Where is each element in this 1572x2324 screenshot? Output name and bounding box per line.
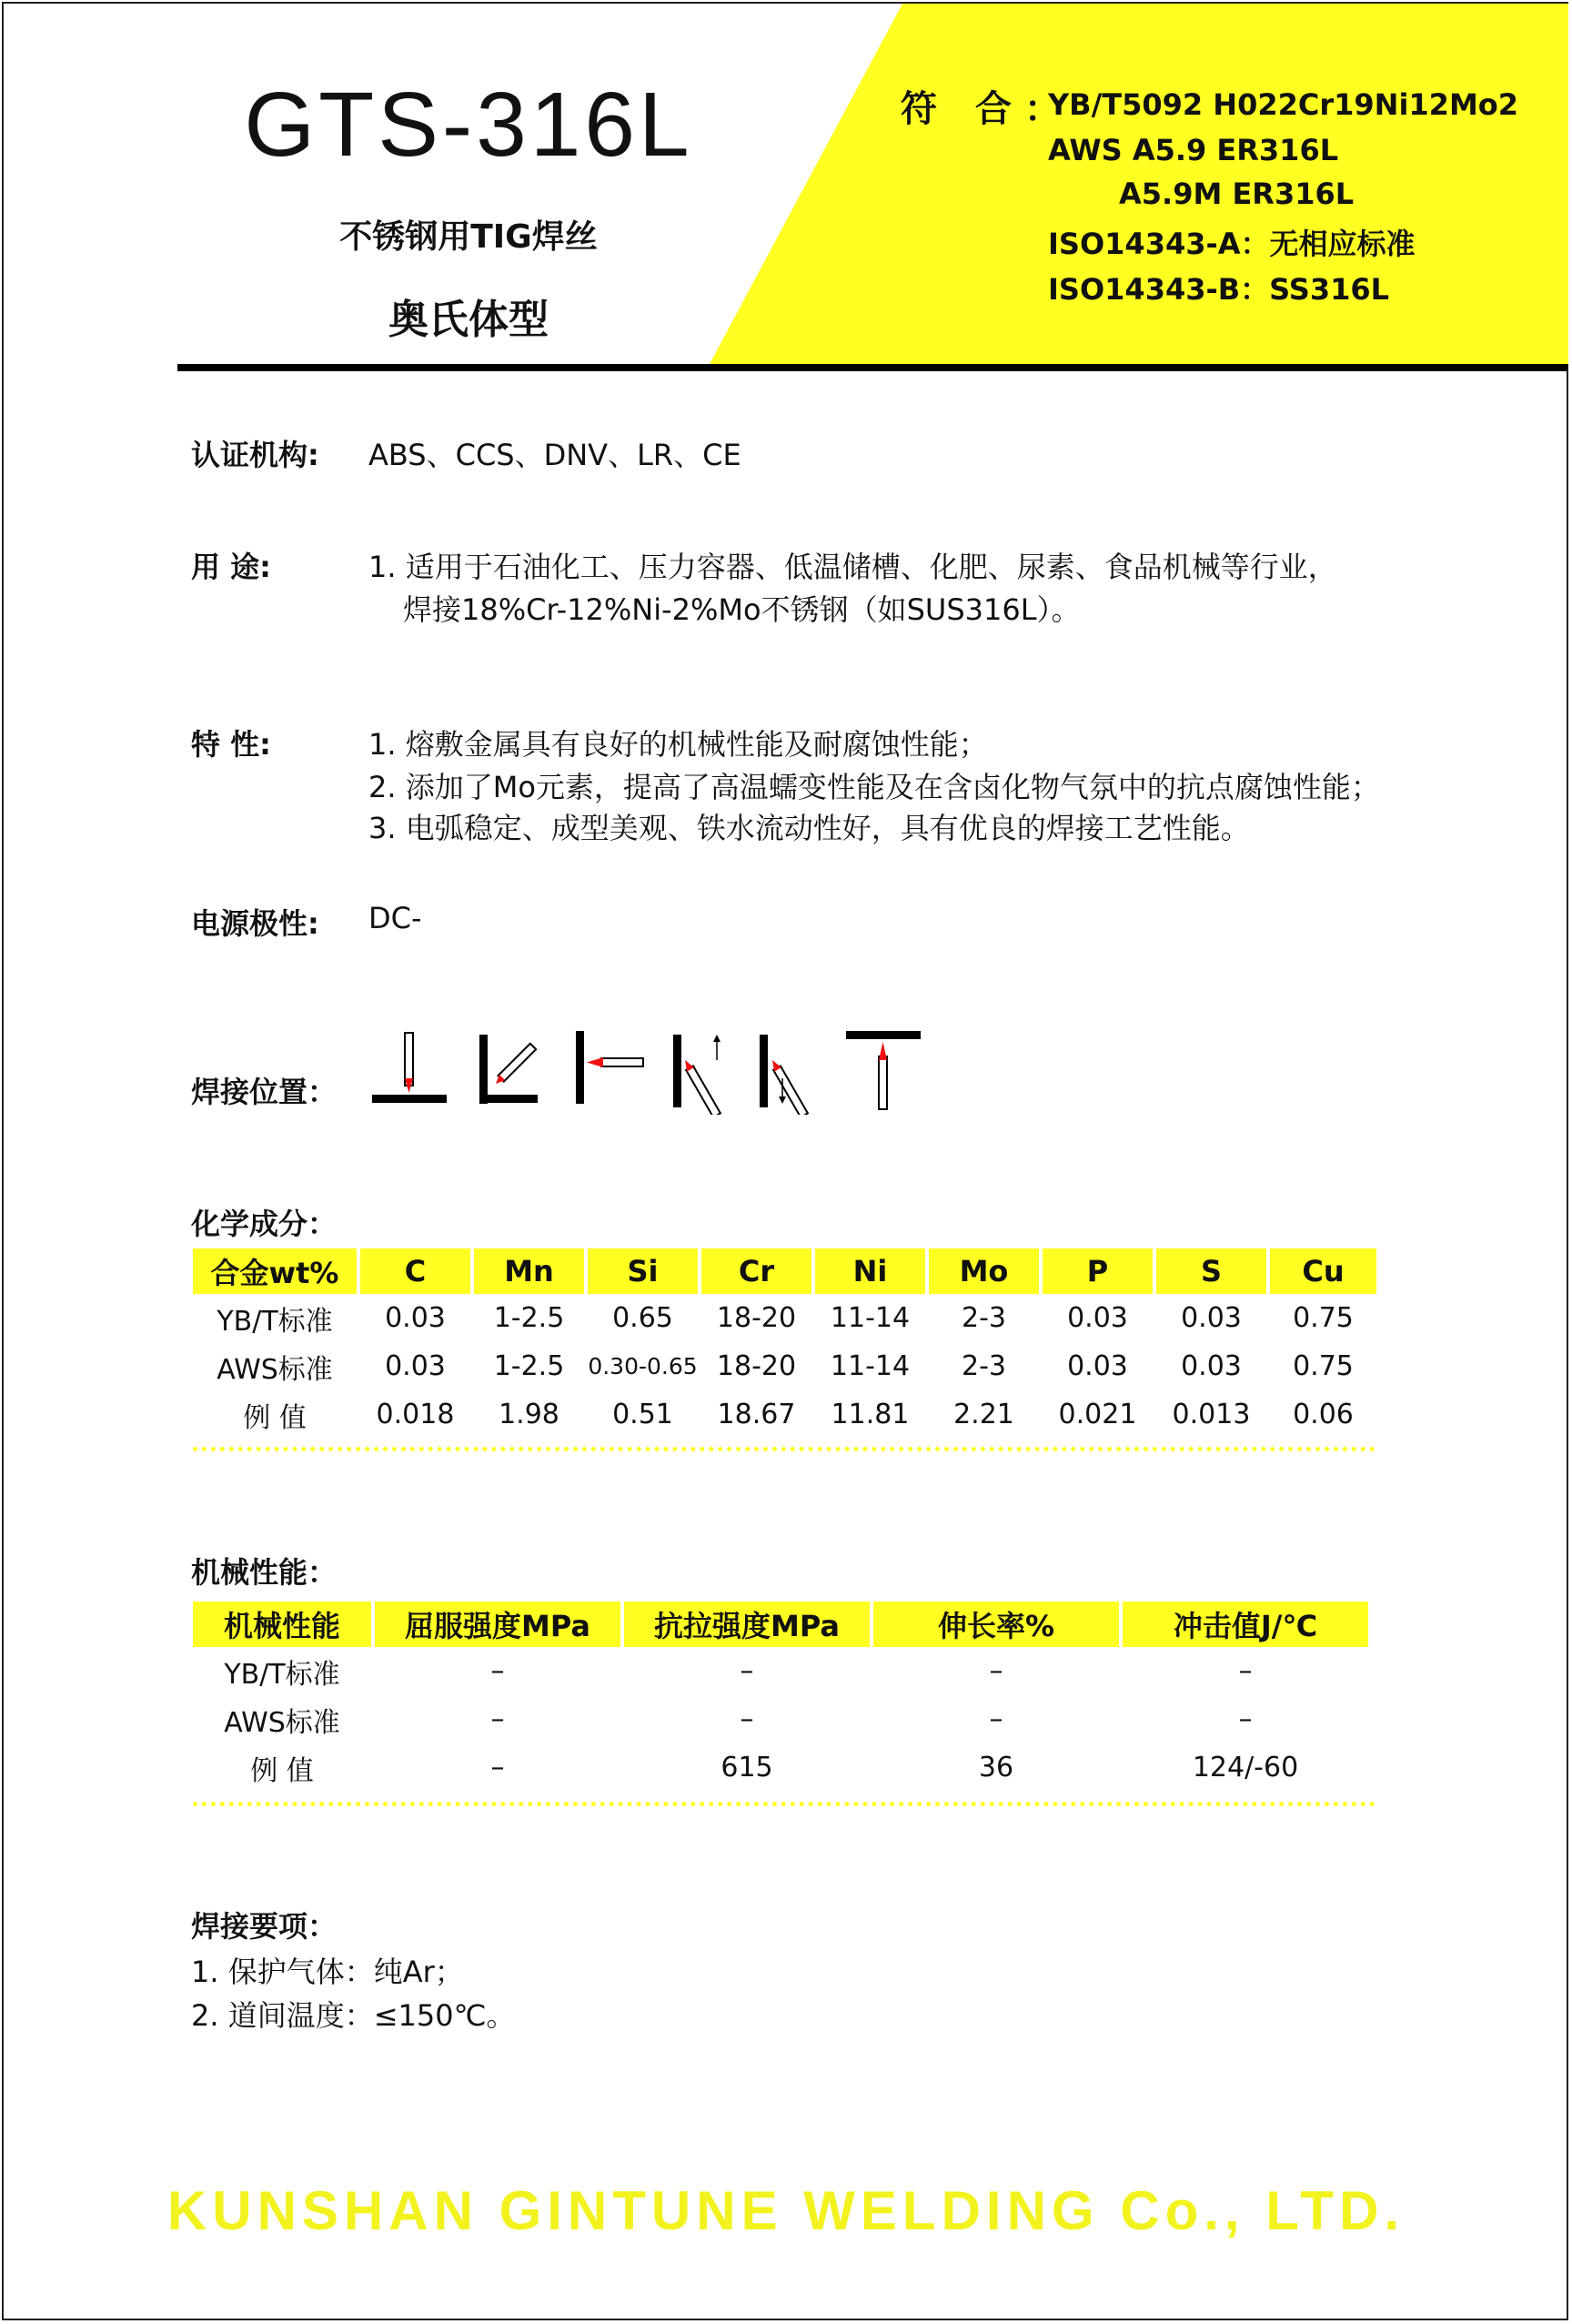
table-cell: 0.03 xyxy=(1067,1302,1128,1334)
polarity-label: 电源极性: xyxy=(191,906,319,941)
table-cell: 0.03 xyxy=(385,1350,446,1382)
table-cell: – xyxy=(1238,1703,1253,1735)
conform-line: ISO14343-B：SS316L xyxy=(1048,272,1390,307)
column-header: 冲击值J/℃ xyxy=(1123,1602,1368,1647)
table-cell: 11-14 xyxy=(830,1302,911,1334)
column-header: Mn xyxy=(474,1248,584,1294)
mechanical-table xyxy=(189,1602,1372,1792)
table-cell: 0.65 xyxy=(612,1302,673,1334)
column-header: P xyxy=(1043,1248,1153,1294)
chemistry-title: 化学成分： xyxy=(191,1207,338,1241)
table-cell: – xyxy=(740,1655,754,1687)
features-label: 特 性: xyxy=(191,727,271,762)
welding-position-icons xyxy=(368,1024,932,1115)
product-code: GTS-316L xyxy=(244,74,693,176)
table-row xyxy=(193,1294,1376,1342)
polarity-value: DC- xyxy=(368,901,422,935)
horizontal-position-icon xyxy=(576,1031,643,1104)
column-header: Si xyxy=(588,1248,698,1294)
feature-line: 2. 添加了Mo元素，提高了高温蠕变性能及在含卤化物气氛中的抗点腐蚀性能； xyxy=(368,770,1380,804)
table-cell: 1-2.5 xyxy=(493,1302,565,1334)
conform-line: A5.9M ER316L xyxy=(1119,177,1355,211)
table-cell: 2-3 xyxy=(962,1350,1006,1382)
column-header: C xyxy=(360,1248,470,1294)
table-row xyxy=(193,1390,1376,1439)
row-label: YB/T标准 xyxy=(224,1658,340,1691)
vertical-down-icon xyxy=(760,1035,808,1115)
table-cell: 615 xyxy=(720,1752,773,1783)
feature-line: 1. 熔敷金属具有良好的机械性能及耐腐蚀性能； xyxy=(368,727,988,762)
column-header: 伸长率% xyxy=(873,1602,1119,1647)
table-cell: 11-14 xyxy=(830,1350,911,1382)
table-row xyxy=(193,1695,1368,1743)
table-cell: 0.03 xyxy=(1181,1350,1242,1382)
conform-line: YB/T5092 H022Cr19Ni12Mo2 xyxy=(1048,87,1519,122)
table-cell: – xyxy=(490,1655,505,1687)
table-row xyxy=(193,1743,1368,1792)
note-line: 2. 道间温度：≤150℃。 xyxy=(191,1998,516,2033)
row-label: 例 值 xyxy=(243,1401,307,1434)
mechanical-title: 机械性能： xyxy=(191,1555,338,1590)
conform-label: 符 合： xyxy=(901,88,1073,130)
column-header: Ni xyxy=(815,1248,925,1294)
row-label: AWS标准 xyxy=(217,1353,333,1386)
table-cell: 18.67 xyxy=(717,1399,796,1430)
chemistry-table xyxy=(189,1248,1380,1439)
table-cell: 0.03 xyxy=(385,1302,446,1334)
column-header: 屈服强度MPa xyxy=(375,1602,620,1647)
table-row xyxy=(193,1647,1368,1695)
usage-line: 1. 适用于石油化工、压力容器、低温储槽、化肥、尿素、食品机械等行业， xyxy=(368,550,1337,584)
table-cell: 1-2.5 xyxy=(493,1350,565,1382)
table-row xyxy=(193,1342,1376,1390)
table-cell: – xyxy=(490,1752,505,1783)
table-cell: – xyxy=(740,1703,754,1735)
column-header: 抗拉强度MPa xyxy=(624,1602,870,1647)
table-cell: 18-20 xyxy=(716,1302,797,1334)
table-cell: 0.018 xyxy=(376,1399,455,1430)
table-cell: 2.21 xyxy=(953,1399,1014,1430)
row-label: YB/T标准 xyxy=(217,1305,333,1338)
dotted-separator xyxy=(193,1802,1376,1806)
table-cell: – xyxy=(1238,1655,1253,1687)
table-cell: 0.30-0.65 xyxy=(588,1353,698,1379)
column-header: Cr xyxy=(701,1248,811,1294)
column-header: Cu xyxy=(1270,1248,1376,1294)
flat-position-icon xyxy=(372,1033,447,1103)
company-footer: KUNSHAN GINTUNE WELDING Co., LTD. xyxy=(166,2180,1406,2241)
table-cell: 0.75 xyxy=(1293,1350,1354,1382)
note-line: 1. 保护气体：纯Ar； xyxy=(191,1955,464,1989)
table-cell: – xyxy=(989,1655,1003,1687)
overhead-position-icon xyxy=(846,1031,921,1109)
table-cell: 0.06 xyxy=(1293,1399,1354,1430)
feature-line: 3. 电弧稳定、成型美观、铁水流动性好，具有优良的焊接工艺性能。 xyxy=(368,811,1250,845)
table-cell: 2-3 xyxy=(962,1302,1006,1334)
table-cell: 0.013 xyxy=(1172,1399,1251,1430)
table-cell: 1.98 xyxy=(499,1399,559,1430)
horizontal-fillet-icon xyxy=(479,1035,538,1104)
product-category: 奥氏体型 xyxy=(388,297,549,343)
positions-label: 焊接位置： xyxy=(191,1075,338,1109)
column-header: Mo xyxy=(929,1248,1039,1294)
column-header: 机械性能 xyxy=(193,1602,371,1647)
table-cell: 0.75 xyxy=(1293,1302,1354,1334)
table-header-row xyxy=(193,1602,1368,1647)
product-type: 不锈钢用TIG焊丝 xyxy=(339,218,598,256)
row-label: AWS标准 xyxy=(224,1706,340,1739)
row-label: 例 值 xyxy=(250,1754,314,1787)
table-cell: 0.03 xyxy=(1067,1350,1128,1382)
column-header: S xyxy=(1156,1248,1266,1294)
table-cell: – xyxy=(989,1703,1003,1735)
certification-value: ABS、CCS、DNV、LR、CE xyxy=(368,438,741,472)
usage-line: 焊接18%Cr-12%Ni-2%Mo不锈钢（如SUS316L）。 xyxy=(403,592,1081,627)
table-cell: 11.81 xyxy=(831,1399,910,1430)
usage-label: 用 途: xyxy=(191,550,271,584)
table-cell: 0.51 xyxy=(612,1399,673,1430)
column-header: 合金wt% xyxy=(193,1248,357,1294)
table-header-row xyxy=(193,1248,1376,1294)
table-cell: 36 xyxy=(978,1752,1014,1783)
table-cell: – xyxy=(490,1703,505,1735)
table-cell: 0.03 xyxy=(1181,1302,1242,1334)
dotted-separator xyxy=(193,1447,1376,1451)
vertical-up-icon xyxy=(673,1035,720,1115)
notes-title: 焊接要项： xyxy=(191,1909,338,1944)
table-cell: 18-20 xyxy=(716,1350,797,1382)
header-divider xyxy=(177,364,1567,371)
table-cell: 0.021 xyxy=(1058,1399,1137,1430)
table-cell: 124/-60 xyxy=(1192,1752,1299,1783)
conform-line: ISO14343-A：无相应标准 xyxy=(1048,227,1416,261)
certification-label: 认证机构: xyxy=(191,438,319,472)
conform-line: AWS A5.9 ER316L xyxy=(1048,133,1339,167)
